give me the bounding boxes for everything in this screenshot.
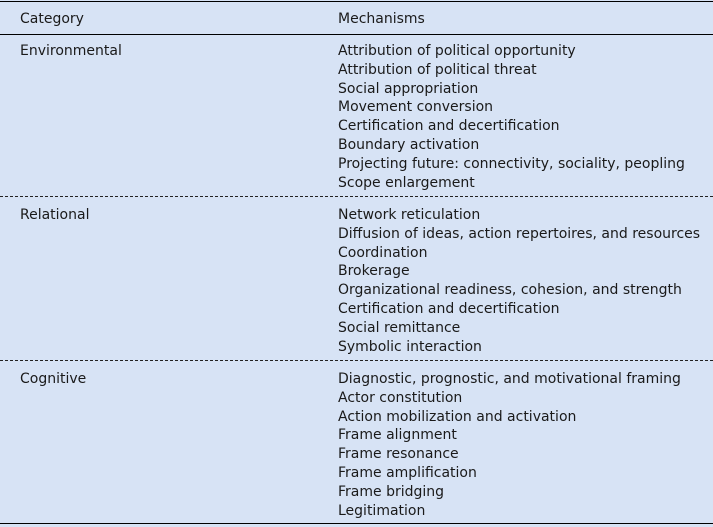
mechanism-item: Frame bridging (338, 483, 445, 500)
group-separator (0, 360, 713, 361)
mechanism-item: Brokerage (338, 263, 410, 280)
mechanism-item: Attribution of political threat (338, 61, 537, 78)
mechanism-item: Scope enlargement (338, 174, 475, 191)
header-rule (0, 34, 713, 35)
mechanism-item: Boundary activation (338, 136, 480, 153)
mechanism-item: Coordination (338, 244, 428, 261)
mechanism-item: Network reticulation (338, 207, 481, 223)
mechanism-item: Diffusion of ideas, action repertoires, and resources (338, 225, 701, 242)
mechanisms-cell (338, 206, 700, 356)
mechanism-item: Organizational readiness, cohesion, and strength (338, 282, 682, 299)
mechanism-item: Action mobilization and activation (338, 408, 577, 425)
mechanism-item: Symbolic interaction (338, 338, 482, 355)
table-bottom-rule (0, 523, 713, 524)
group-separator (0, 196, 713, 197)
mechanism-item: Actor constitution (338, 389, 463, 406)
mechanisms-cell (338, 370, 681, 520)
category-cell: Environmental (20, 43, 122, 59)
mechanism-item: Frame resonance (338, 446, 459, 463)
category-cell: Relational (20, 207, 90, 223)
mechanisms-column-header: Mechanisms (338, 11, 425, 27)
mechanism-item: Certification and decertification (338, 118, 560, 135)
mechanism-item: Social appropriation (338, 80, 479, 97)
category-cell: Cognitive (20, 371, 87, 387)
table-header-row (0, 2, 713, 34)
mechanism-item: Legitimation (338, 502, 426, 519)
mechanism-item: Attribution of political opportunity (338, 43, 576, 59)
mechanism-item: Certification and decertification (338, 300, 560, 317)
mechanism-item: Movement conversion (338, 99, 494, 116)
mechanism-item: Social remittance (338, 319, 461, 336)
mechanism-item: Frame alignment (338, 427, 457, 444)
mechanism-item: Frame amplification (338, 464, 477, 481)
mechanism-item: Diagnostic, prognostic, and motivational framing (338, 371, 681, 387)
category-column-header: Category (20, 11, 84, 27)
mechanisms-cell (338, 42, 685, 192)
mechanism-item: Projecting future: connectivity, sociality, peopling (338, 155, 685, 172)
